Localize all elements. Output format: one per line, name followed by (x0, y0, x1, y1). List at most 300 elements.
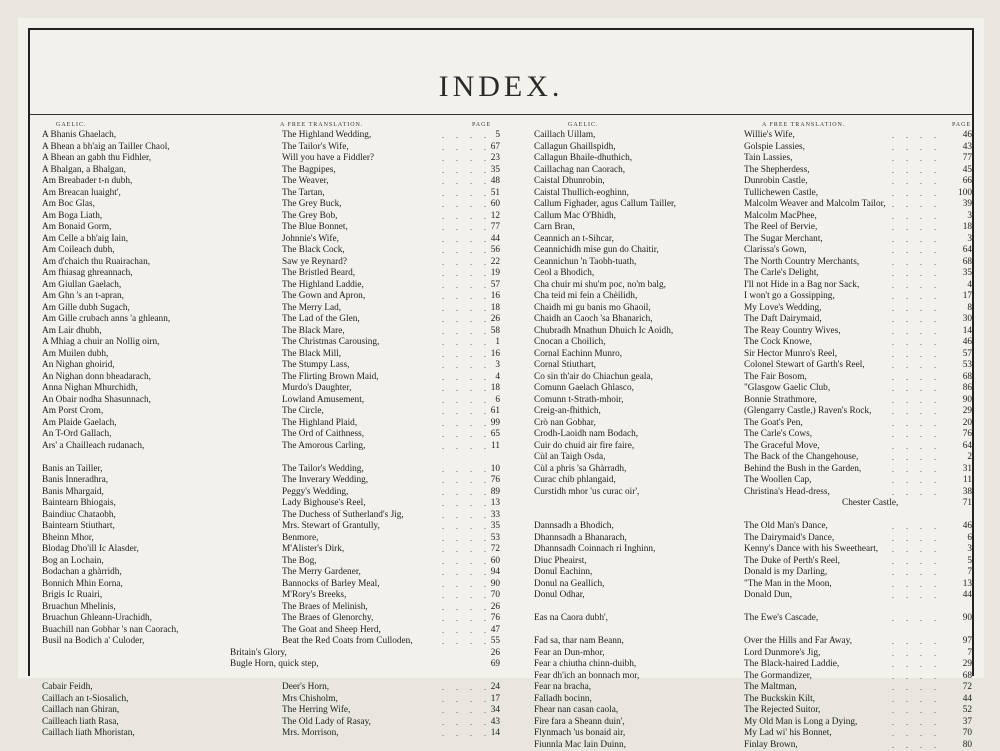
page-number: 26 (480, 602, 500, 614)
dot-leader: . . . . (442, 234, 491, 246)
left-column (32, 114, 502, 740)
translation-title: The Braes of Melinish, (282, 602, 368, 614)
translation-title: Colonel Stewart of Garth's Reel, (744, 360, 865, 372)
page-number: 20 (952, 418, 972, 430)
dot-leader: . . . . (442, 498, 491, 510)
page-number: 12 (480, 211, 500, 223)
dot-leader: . . . . (442, 222, 491, 234)
dot-leader: . . . . (892, 372, 941, 384)
gaelic-title: Co sin th'air do Chiachun geala, (534, 372, 653, 384)
translation-title: Tain Lassies, (744, 153, 792, 165)
translation-title: Benmore, (282, 533, 318, 545)
entry-title: Bugle Horn, quick step, (230, 659, 319, 671)
page-number: 30 (952, 314, 972, 326)
gaelic-title: Dhannsadh a Bhanarach, (534, 533, 627, 545)
index-entry (32, 268, 502, 280)
translation-title: The Goat and Sheep Herd, (282, 625, 381, 637)
translation-title: The Bagpipes, (282, 165, 336, 177)
translation-title: The Shepherdess, (744, 165, 810, 177)
index-entry (512, 694, 982, 706)
dot-leader: . . . . (442, 314, 491, 326)
page-number: 44 (952, 590, 972, 602)
dot-leader: . . . . (442, 590, 491, 602)
index-entry (512, 176, 982, 188)
dot-leader: . . . . (892, 613, 941, 625)
page-number: 43 (480, 717, 500, 729)
page-number: 24 (480, 682, 500, 694)
page-number: 52 (952, 705, 972, 717)
dot-leader: . . . . (442, 395, 491, 407)
index-entry (512, 452, 982, 464)
dot-leader: . . . . (442, 533, 491, 545)
page-number: 16 (480, 291, 500, 303)
gaelic-title: Callagun Bhaile-dhuthich, (534, 153, 632, 165)
page-number: 72 (480, 544, 500, 556)
gaelic-title: Curstidh mhor 'us curac oir', (534, 487, 639, 499)
index-entry (512, 383, 982, 395)
gaelic-title: Chubradh Mnathun Dhuich Ic Aoidh, (534, 326, 673, 338)
page-number: 94 (480, 567, 500, 579)
translation-title: The Back of the Changehouse, (744, 452, 858, 464)
translation-title: My Lad wi' his Bonnet, (744, 728, 832, 740)
translation-title: I'll not Hide in a Bag nor Sack, (744, 280, 859, 292)
translation-title: The Old Man's Dance, (744, 521, 828, 533)
index-entry (32, 176, 502, 188)
index-entry (512, 613, 982, 625)
page-number: 5 (480, 130, 500, 142)
page-number: 76 (952, 429, 972, 441)
gaelic-title: Creig-an-fhithich, (534, 406, 601, 418)
gaelic-title: Diuc Pheairst, (534, 556, 587, 568)
index-entry (32, 579, 502, 591)
translation-title: The Gown and Apron, (282, 291, 365, 303)
dot-leader: . . . . (442, 510, 491, 522)
page-number: 89 (480, 487, 500, 499)
index-entry (512, 556, 982, 568)
dot-leader: . . . . (892, 383, 941, 395)
index-entry (512, 257, 982, 269)
translation-title: The Flirting Brown Maid, (282, 372, 379, 384)
gaelic-title: Am Boc Glas, (42, 199, 95, 211)
gaelic-title: A Bhanis Ghaelach, (42, 130, 116, 142)
gaelic-title: A Bhean an gabh thu Fidhler, (42, 153, 151, 165)
translation-title: The Black Mill, (282, 349, 341, 361)
dot-leader: . . . . (892, 694, 941, 706)
page-number: 18 (952, 222, 972, 234)
index-entry (32, 280, 502, 292)
index-entry (512, 395, 982, 407)
dot-leader: . . . . (892, 326, 941, 338)
index-entry (512, 406, 982, 418)
spacer (512, 625, 982, 637)
index-entry (32, 222, 502, 234)
index-entry (512, 142, 982, 154)
translation-title: The Braes of Glenorchy, (282, 613, 373, 625)
page-number: 39 (952, 199, 972, 211)
dot-leader: . . . . (892, 533, 941, 545)
gaelic-title: An Nighan ghoirid, (42, 360, 115, 372)
page-number: 60 (480, 199, 500, 211)
page-number: 57 (952, 349, 972, 361)
page-number: 11 (952, 475, 972, 487)
gaelic-title: Donul Eachinn, (534, 567, 592, 579)
page-number: 77 (952, 153, 972, 165)
translation-title: Mrs. Morrison, (282, 728, 339, 740)
page-number: 18 (480, 303, 500, 315)
index-entry (512, 314, 982, 326)
dot-leader: . . . . (892, 130, 941, 142)
page-number: 65 (480, 429, 500, 441)
translation-title: Murdo's Daughter, (282, 383, 351, 395)
index-entry (512, 567, 982, 579)
translation-title: The Goat's Pen, (744, 418, 803, 430)
translation-title: Dunrobin Castle, (744, 176, 808, 188)
translation-title: The Rejected Suitor, (744, 705, 820, 717)
translation-title: Peggy's Wedding, (282, 487, 348, 499)
translation-title: The Stumpy Lass, (282, 360, 349, 372)
page-number: 13 (480, 498, 500, 510)
gaelic-title: Am Porst Crom, (42, 406, 103, 418)
page-number: 26 (480, 314, 500, 326)
index-entry (32, 360, 502, 372)
translation-title: Behind the Bush in the Garden, (744, 464, 861, 476)
page-number: 26 (480, 648, 500, 660)
gaelic-title: Bruachun Mhelinis, (42, 602, 116, 614)
gaelic-title: Callagun Ghaillspidh, (534, 142, 616, 154)
index-entry (512, 429, 982, 441)
translation-title: Bonnie Strathmore, (744, 395, 817, 407)
page-number: 16 (480, 349, 500, 361)
dot-leader: . . . . (892, 464, 941, 476)
gaelic-title: Bodachan a ghàrridh, (42, 567, 122, 579)
gaelic-title: Cornal Stiuthart, (534, 360, 596, 372)
gaelic-title: Bruachun Ghleann-Urachidh, (42, 613, 152, 625)
gaelic-title: Caistal Dhunrobin, (534, 176, 605, 188)
dot-leader: . . . . (892, 705, 941, 717)
translation-title: The Woollen Cap, (744, 475, 812, 487)
dot-leader: . . . . (442, 280, 491, 292)
gaelic-title: Fiunnla Mac Iain Duinn, (534, 740, 626, 751)
translation-title: Johnnie's Wife, (282, 234, 339, 246)
dot-leader: . . . . (442, 372, 491, 384)
page-number: 45 (952, 165, 972, 177)
translation-title: The Maltman, (744, 682, 797, 694)
page-number: 35 (952, 268, 972, 280)
dot-leader: . . . . (892, 671, 941, 683)
page-number: 47 (480, 625, 500, 637)
translation-title: The Bristled Beard, (282, 268, 355, 280)
gaelic-title: Bonnich Mhin Eorna, (42, 579, 123, 591)
page-number: 90 (480, 579, 500, 591)
page-number: 23 (480, 153, 500, 165)
page-number: 1 (480, 337, 500, 349)
book-page (18, 18, 984, 678)
gaelic-title: Ceannichidh mise gun do Chaitir, (534, 245, 659, 257)
dot-leader: . . . . (892, 245, 941, 257)
dot-leader: . . . . (892, 659, 941, 671)
page-number: 46 (952, 521, 972, 533)
translation-title: The Merry Lad, (282, 303, 341, 315)
page-number: 35 (480, 521, 500, 533)
index-entry (512, 199, 982, 211)
dot-leader: . . . . (442, 602, 491, 614)
gaelic-title: Falladh bocinn, (534, 694, 592, 706)
page-number: 2 (952, 452, 972, 464)
index-entry (32, 728, 502, 740)
page-number: 3 (952, 211, 972, 223)
gaelic-title: Am d'chaich thu Ruairachan, (42, 257, 150, 269)
header-translation: A FREE TRANSLATION. (762, 122, 845, 128)
page-number: 22 (480, 257, 500, 269)
index-entry (32, 487, 502, 499)
dot-leader: . . . . (892, 567, 941, 579)
page-number: 72 (952, 682, 972, 694)
gaelic-title: Baintearn Bhiogais, (42, 498, 116, 510)
page-number: 7 (952, 567, 972, 579)
gaelic-title: Donul na Geallich, (534, 579, 604, 591)
index-entry (32, 464, 502, 476)
dot-leader: . . . . (892, 556, 941, 568)
gaelic-title: Caillach nan Ghiran, (42, 705, 119, 717)
gaelic-title: Am Bonaid Gorm, (42, 222, 111, 234)
index-entry (512, 636, 982, 648)
translation-title: The Highland Plaid, (282, 418, 357, 430)
dot-leader: . . . . (892, 337, 941, 349)
page-number: 3 (952, 544, 972, 556)
translation-title: Mrs. Stewart of Grantully, (282, 521, 380, 533)
dot-leader: . . . . (442, 360, 491, 372)
page-title: INDEX. (30, 70, 972, 104)
dot-leader: . . . . (442, 165, 491, 177)
index-entry (512, 705, 982, 717)
index-entry (512, 234, 982, 246)
dot-leader: . . . . (442, 383, 491, 395)
translation-title: Golspie Lassies, (744, 142, 805, 154)
page-number: 77 (480, 222, 500, 234)
translation-title: Clarissa's Gown, (744, 245, 807, 257)
dot-leader: . . . . (892, 441, 941, 453)
index-entry (32, 372, 502, 384)
index-entry (32, 441, 502, 453)
page-number: 60 (480, 556, 500, 568)
translation-title: Beat the Red Coats from Culloden, (282, 636, 413, 648)
gaelic-title: Dannsadh a Bhodich, (534, 521, 614, 533)
index-entry (32, 257, 502, 269)
dot-leader: . . . . (892, 590, 941, 602)
translation-title: The Bog, (282, 556, 317, 568)
page-number: 57 (480, 280, 500, 292)
index-entry (512, 441, 982, 453)
index-entry (512, 682, 982, 694)
index-entry (512, 349, 982, 361)
dot-leader: . . . . (892, 418, 941, 430)
gaelic-title: Blodag Dho'ill Ic Alasder, (42, 544, 139, 556)
dot-leader: . . . . (442, 142, 491, 154)
translation-title: The Inverary Wedding, (282, 475, 368, 487)
gaelic-title: Am Gille crubach anns 'a ghleann, (42, 314, 170, 326)
page-number: 53 (480, 533, 500, 545)
index-entry (32, 694, 502, 706)
dot-leader: . . . . (892, 234, 941, 246)
gaelic-title: Am Breacan luaight', (42, 188, 121, 200)
page-number: 14 (952, 326, 972, 338)
gaelic-title: Caistal Thullich-eoghinn, (534, 188, 629, 200)
gaelic-title: Caillachag nan Caorach, (534, 165, 625, 177)
dot-leader: . . . . (892, 395, 941, 407)
translation-title: Donald Dun, (744, 590, 792, 602)
dot-leader: . . . . (892, 176, 941, 188)
gaelic-title: Donul Odhar, (534, 590, 585, 602)
dot-leader: . . . . (892, 257, 941, 269)
translation-title: The Old Lady of Rasay, (282, 717, 371, 729)
gaelic-title: Cùl an Taigh Osda, (534, 452, 605, 464)
dot-leader: . . . . (892, 452, 941, 464)
translation-title: The Highland Laddie, (282, 280, 364, 292)
index-entry (32, 544, 502, 556)
gaelic-title: Cha teid mi fein a Chèilidh, (534, 291, 637, 303)
translation-title: The Black Cock, (282, 245, 345, 257)
page-number: 46 (952, 130, 972, 142)
index-entry (32, 659, 502, 671)
page-number: 34 (480, 705, 500, 717)
dot-leader: . . . . (442, 682, 491, 694)
page-number: 7 (952, 648, 972, 660)
translation-title: Donald is my Darling, (744, 567, 827, 579)
header-gaelic: GAELIC. (568, 122, 599, 128)
translation-title: The Reel of Bervie, (744, 222, 817, 234)
translation-title: Over the Hills and Far Away, (744, 636, 852, 648)
index-entry (32, 510, 502, 522)
translation-title: The North Country Merchants, (744, 257, 859, 269)
index-entry (512, 487, 982, 499)
gaelic-title: Am Coileach dubh, (42, 245, 115, 257)
translation-title: Sir Hector Munro's Reel, (744, 349, 837, 361)
dot-leader: . . . . (442, 326, 491, 338)
index-entry (32, 199, 502, 211)
index-entry (32, 521, 502, 533)
translation-title: The Daft Dairymaid, (744, 314, 822, 326)
dot-leader: . . . . (892, 153, 941, 165)
translation-title: The Blue Bonnet, (282, 222, 348, 234)
gaelic-title: Flynmach 'us bonaid air, (534, 728, 625, 740)
index-entry (32, 533, 502, 545)
gaelic-title: Fear a chiutha chinn-duibh, (534, 659, 636, 671)
translation-title: Deer's Horn, (282, 682, 329, 694)
dot-leader: . . . . (442, 567, 491, 579)
index-entry (32, 395, 502, 407)
page-number: 58 (480, 326, 500, 338)
page-number: 6 (480, 395, 500, 407)
gaelic-title: Baintearn Stiuthart, (42, 521, 115, 533)
translation-title: The Duke of Perth's Reel, (744, 556, 840, 568)
dot-leader: . . . . (442, 728, 491, 740)
index-entry (512, 188, 982, 200)
index-entry (512, 579, 982, 591)
gaelic-title: Cùl a phris 'sa Ghàrradh, (534, 464, 626, 476)
page-number: 56 (480, 245, 500, 257)
translation-title: The Lad of the Glen, (282, 314, 360, 326)
translation-title: Bannocks of Barley Meal, (282, 579, 380, 591)
translation-title: The Gormandizer, (744, 671, 812, 683)
dot-leader: . . . . (442, 544, 491, 556)
gaelic-title: Fear dh'ich an bonnach mor, (534, 671, 639, 683)
index-entry (32, 498, 502, 510)
page-number: 76 (480, 613, 500, 625)
page-number: 66 (952, 176, 972, 188)
page-number: 6 (952, 533, 972, 545)
translation-title: The Black-haired Laddie, (744, 659, 839, 671)
gaelic-title: Bog an Lochain, (42, 556, 104, 568)
dot-leader: . . . . (442, 464, 491, 476)
gaelic-title: Comunn t-Strath-mhoir, (534, 395, 624, 407)
index-entry (512, 337, 982, 349)
page-number: 18 (480, 383, 500, 395)
index-entry (32, 613, 502, 625)
page-number: 3 (480, 360, 500, 372)
dot-leader: . . . . (892, 314, 941, 326)
index-entry (32, 303, 502, 315)
index-entry (512, 222, 982, 234)
header-translation: A FREE TRANSLATION. (280, 122, 363, 128)
translation-title: The Weaver, (282, 176, 329, 188)
dot-leader: . . . . (442, 556, 491, 568)
index-entry (512, 464, 982, 476)
dot-leader: . . . . (442, 245, 491, 257)
translation-title: The Buckskin Kilt, (744, 694, 815, 706)
gaelic-title: A Bhean a bh'aig an Tailler Chaol, (42, 142, 170, 154)
page-number: 29 (952, 406, 972, 418)
index-entry (32, 625, 502, 637)
gaelic-title: Am Boga Liath, (42, 211, 102, 223)
dot-leader: . . . . (892, 349, 941, 361)
index-entry (32, 636, 502, 648)
gaelic-title: Am Celle a bh'aig Iain, (42, 234, 128, 246)
index-entry (512, 245, 982, 257)
index-entry (32, 245, 502, 257)
page-number: 17 (952, 291, 972, 303)
translation-title: Saw ye Reynard? (282, 257, 347, 269)
gaelic-title: Dhannsadh Coinnach ri Inghinn, (534, 544, 655, 556)
page-number: 69 (480, 659, 500, 671)
translation-title: Finlay Brown, (744, 740, 798, 751)
spacer (512, 602, 982, 614)
translation-title: The Cock Knowe, (744, 337, 812, 349)
index-entry (512, 498, 982, 510)
dot-leader: . . . . (442, 211, 491, 223)
gaelic-title: Ceannichun 'n Taobh-tuath, (534, 257, 636, 269)
dot-leader: . . . . (442, 441, 491, 453)
gaelic-title: Curac chib phlangaid, (534, 475, 616, 487)
dot-leader: . . . . (892, 199, 941, 211)
page-number: 86 (952, 383, 972, 395)
page-number: 71 (952, 498, 972, 510)
dot-leader: . . . . (892, 648, 941, 660)
translation-title: The Herring Wife, (282, 705, 350, 717)
right-column-headers (512, 114, 982, 130)
index-entry (32, 705, 502, 717)
header-page: PAGE (472, 122, 491, 128)
gaelic-title: Banis Mhargaid, (42, 487, 104, 499)
translation-title: My Old Man is Long a Dying, (744, 717, 857, 729)
dot-leader: . . . . (442, 475, 491, 487)
page-number: 4 (952, 280, 972, 292)
translation-title: Lowland Amusement, (282, 395, 364, 407)
translation-title: Malcolm MacPhee, (744, 211, 817, 223)
gaelic-title: Fad sa, thar nam Beann, (534, 636, 624, 648)
dot-leader: . . . . (892, 360, 941, 372)
index-entry (512, 521, 982, 533)
dot-leader: . . . . (892, 142, 941, 154)
